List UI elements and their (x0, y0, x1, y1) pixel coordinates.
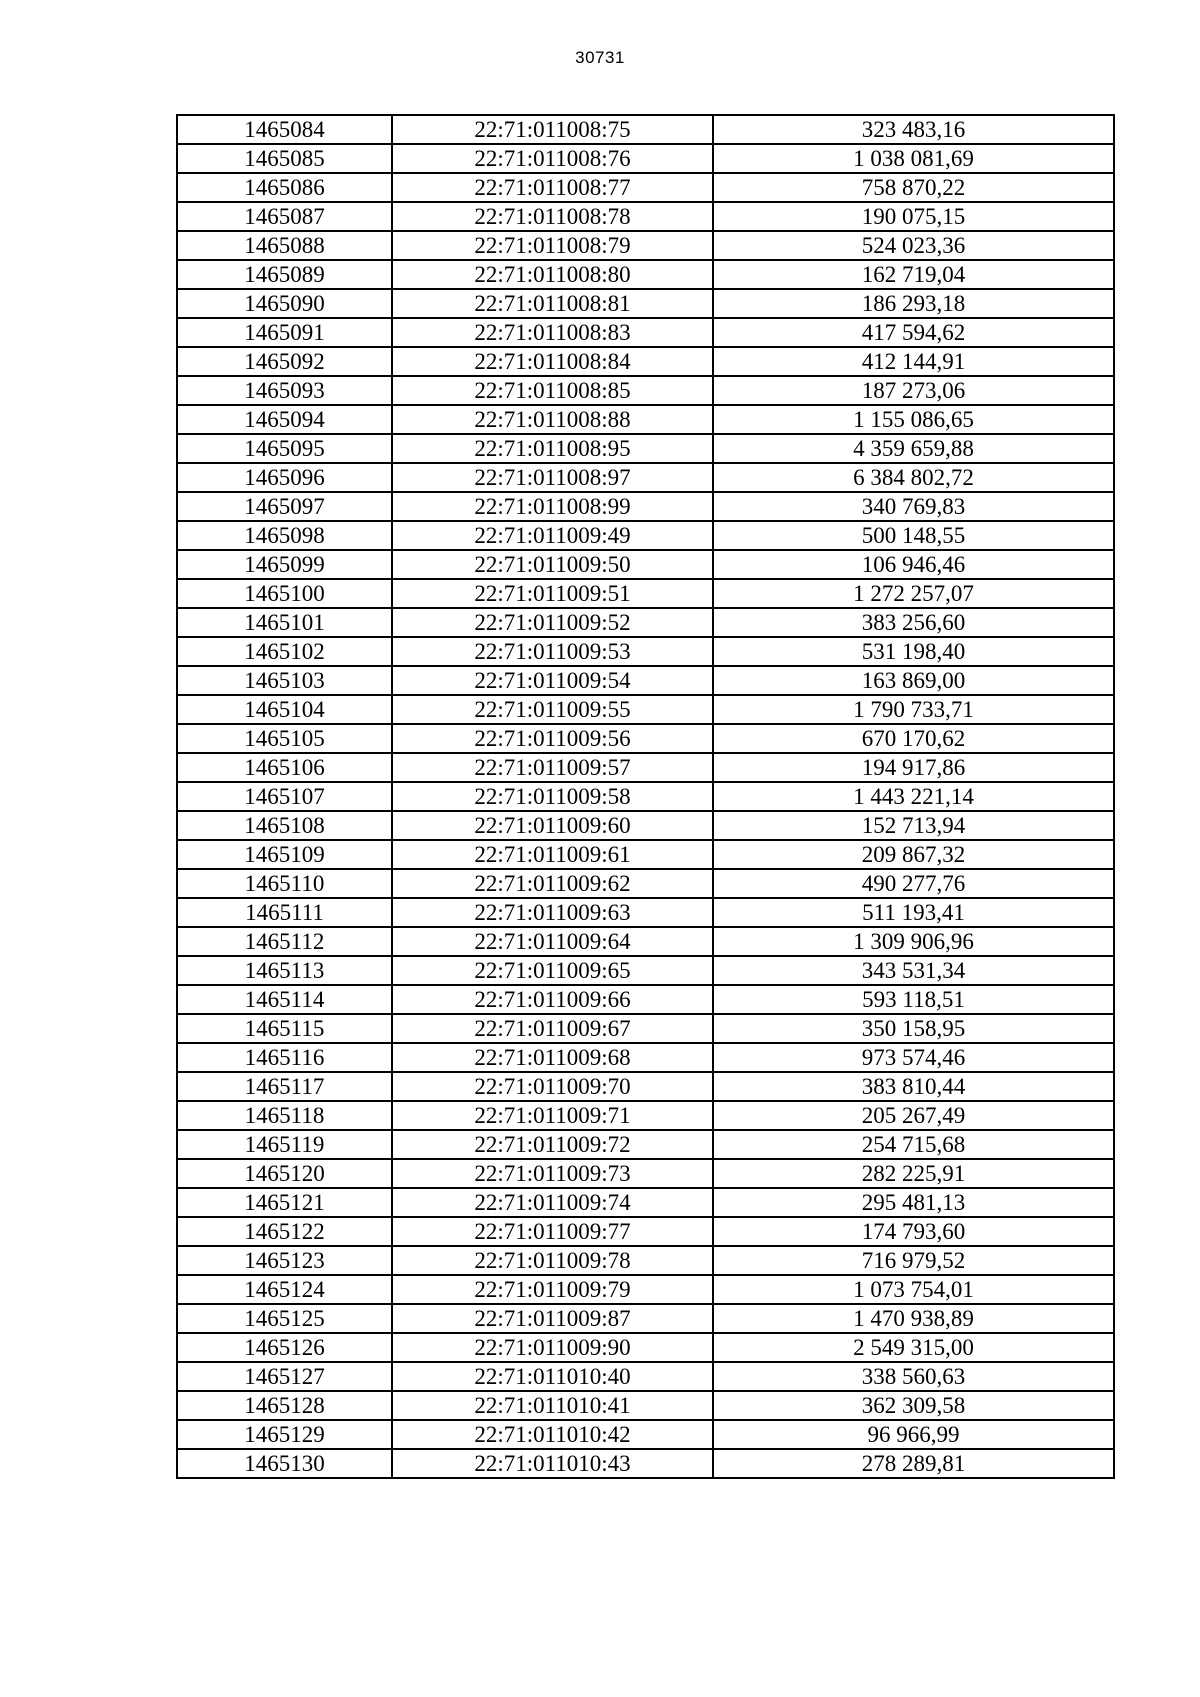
cadastral-number-cell: 22:71:011008:80 (392, 260, 713, 289)
cadastral-number-cell: 22:71:011009:77 (392, 1217, 713, 1246)
value-cell: 383 256,60 (713, 608, 1114, 637)
table-row (177, 869, 1114, 898)
cadastral-number-cell: 22:71:011008:75 (392, 115, 713, 144)
row-number-cell: 1465119 (177, 1130, 392, 1159)
value-cell: 163 869,00 (713, 666, 1114, 695)
table-row (177, 231, 1114, 260)
value-cell: 758 870,22 (713, 173, 1114, 202)
row-number-cell: 1465127 (177, 1362, 392, 1391)
cadastral-number-cell: 22:71:011009:64 (392, 927, 713, 956)
value-cell: 194 917,86 (713, 753, 1114, 782)
row-number-cell: 1465102 (177, 637, 392, 666)
cadastral-number-cell: 22:71:011009:63 (392, 898, 713, 927)
value-cell: 716 979,52 (713, 1246, 1114, 1275)
value-cell: 1 272 257,07 (713, 579, 1114, 608)
table-row (177, 1130, 1114, 1159)
table-row (177, 318, 1114, 347)
row-number-cell: 1465122 (177, 1217, 392, 1246)
table-row (177, 289, 1114, 318)
table-row (177, 579, 1114, 608)
row-number-cell: 1465121 (177, 1188, 392, 1217)
cadastral-number-cell: 22:71:011008:77 (392, 173, 713, 202)
cadastral-number-cell: 22:71:011009:79 (392, 1275, 713, 1304)
row-number-cell: 1465087 (177, 202, 392, 231)
row-number-cell: 1465126 (177, 1333, 392, 1362)
value-cell: 1 443 221,14 (713, 782, 1114, 811)
cadastral-number-cell: 22:71:011008:83 (392, 318, 713, 347)
table-row (177, 985, 1114, 1014)
row-number-cell: 1465085 (177, 144, 392, 173)
row-number-cell: 1465116 (177, 1043, 392, 1072)
cadastral-number-cell: 22:71:011008:84 (392, 347, 713, 376)
table-row (177, 1449, 1114, 1478)
row-number-cell: 1465117 (177, 1072, 392, 1101)
table-row (177, 1333, 1114, 1362)
row-number-cell: 1465123 (177, 1246, 392, 1275)
cadastral-number-cell: 22:71:011009:62 (392, 869, 713, 898)
value-cell: 254 715,68 (713, 1130, 1114, 1159)
row-number-cell: 1465094 (177, 405, 392, 434)
table-row (177, 144, 1114, 173)
row-number-cell: 1465084 (177, 115, 392, 144)
table-row (177, 173, 1114, 202)
value-cell: 531 198,40 (713, 637, 1114, 666)
value-cell: 190 075,15 (713, 202, 1114, 231)
value-cell: 6 384 802,72 (713, 463, 1114, 492)
table-row (177, 840, 1114, 869)
table-row (177, 434, 1114, 463)
value-cell: 500 148,55 (713, 521, 1114, 550)
row-number-cell: 1465106 (177, 753, 392, 782)
cadastral-number-cell: 22:71:011008:76 (392, 144, 713, 173)
row-number-cell: 1465091 (177, 318, 392, 347)
row-number-cell: 1465113 (177, 956, 392, 985)
row-number-cell: 1465090 (177, 289, 392, 318)
cadastral-number-cell: 22:71:011008:99 (392, 492, 713, 521)
value-cell: 278 289,81 (713, 1449, 1114, 1478)
row-number-cell: 1465109 (177, 840, 392, 869)
cadastral-number-cell: 22:71:011009:68 (392, 1043, 713, 1072)
table-row (177, 376, 1114, 405)
row-number-cell: 1465092 (177, 347, 392, 376)
table-row (177, 115, 1114, 144)
row-number-cell: 1465128 (177, 1391, 392, 1420)
cadastral-number-cell: 22:71:011009:71 (392, 1101, 713, 1130)
row-number-cell: 1465089 (177, 260, 392, 289)
row-number-cell: 1465088 (177, 231, 392, 260)
row-number-cell: 1465086 (177, 173, 392, 202)
table-row (177, 753, 1114, 782)
cadastral-number-cell: 22:71:011009:61 (392, 840, 713, 869)
table-row (177, 260, 1114, 289)
cadastral-number-cell: 22:71:011009:87 (392, 1304, 713, 1333)
cadastral-number-cell: 22:71:011009:66 (392, 985, 713, 1014)
row-number-cell: 1465097 (177, 492, 392, 521)
cadastral-number-cell: 22:71:011009:54 (392, 666, 713, 695)
cadastral-number-cell: 22:71:011010:40 (392, 1362, 713, 1391)
value-cell: 1 038 081,69 (713, 144, 1114, 173)
value-cell: 973 574,46 (713, 1043, 1114, 1072)
value-cell: 4 359 659,88 (713, 434, 1114, 463)
row-number-cell: 1465107 (177, 782, 392, 811)
table-row (177, 724, 1114, 753)
cadastral-number-cell: 22:71:011009:90 (392, 1333, 713, 1362)
cadastral-number-cell: 22:71:011009:49 (392, 521, 713, 550)
table-row (177, 463, 1114, 492)
cadastral-number-cell: 22:71:011008:78 (392, 202, 713, 231)
table-row (177, 1420, 1114, 1449)
row-number-cell: 1465115 (177, 1014, 392, 1043)
table-row (177, 1217, 1114, 1246)
table-row (177, 1275, 1114, 1304)
cadastral-number-cell: 22:71:011008:95 (392, 434, 713, 463)
value-cell: 1 073 754,01 (713, 1275, 1114, 1304)
data-table (176, 114, 1115, 1479)
value-cell: 295 481,13 (713, 1188, 1114, 1217)
value-cell: 1 470 938,89 (713, 1304, 1114, 1333)
cadastral-number-cell: 22:71:011008:85 (392, 376, 713, 405)
table-row (177, 782, 1114, 811)
row-number-cell: 1465124 (177, 1275, 392, 1304)
row-number-cell: 1465114 (177, 985, 392, 1014)
value-cell: 340 769,83 (713, 492, 1114, 521)
value-cell: 1 309 906,96 (713, 927, 1114, 956)
cadastral-number-cell: 22:71:011009:55 (392, 695, 713, 724)
value-cell: 174 793,60 (713, 1217, 1114, 1246)
table-row (177, 1101, 1114, 1130)
cadastral-number-cell: 22:71:011009:67 (392, 1014, 713, 1043)
cadastral-number-cell: 22:71:011009:51 (392, 579, 713, 608)
row-number-cell: 1465100 (177, 579, 392, 608)
value-cell: 205 267,49 (713, 1101, 1114, 1130)
cadastral-number-cell: 22:71:011008:79 (392, 231, 713, 260)
cadastral-number-cell: 22:71:011009:74 (392, 1188, 713, 1217)
value-cell: 343 531,34 (713, 956, 1114, 985)
table-row (177, 1391, 1114, 1420)
table-row (177, 1072, 1114, 1101)
table-row (177, 550, 1114, 579)
row-number-cell: 1465105 (177, 724, 392, 753)
cadastral-number-cell: 22:71:011009:50 (392, 550, 713, 579)
table-row (177, 666, 1114, 695)
row-number-cell: 1465098 (177, 521, 392, 550)
table-row (177, 811, 1114, 840)
value-cell: 96 966,99 (713, 1420, 1114, 1449)
value-cell: 2 549 315,00 (713, 1333, 1114, 1362)
page-number: 30731 (575, 48, 625, 67)
value-cell: 362 309,58 (713, 1391, 1114, 1420)
row-number-cell: 1465101 (177, 608, 392, 637)
value-cell: 417 594,62 (713, 318, 1114, 347)
table-row (177, 202, 1114, 231)
row-number-cell: 1465096 (177, 463, 392, 492)
cadastral-number-cell: 22:71:011010:43 (392, 1449, 713, 1478)
value-cell: 670 170,62 (713, 724, 1114, 753)
row-number-cell: 1465118 (177, 1101, 392, 1130)
table-body (177, 115, 1114, 1478)
cadastral-number-cell: 22:71:011010:42 (392, 1420, 713, 1449)
table-row (177, 927, 1114, 956)
row-number-cell: 1465125 (177, 1304, 392, 1333)
value-cell: 338 560,63 (713, 1362, 1114, 1391)
value-cell: 350 158,95 (713, 1014, 1114, 1043)
value-cell: 209 867,32 (713, 840, 1114, 869)
row-number-cell: 1465110 (177, 869, 392, 898)
cadastral-number-cell: 22:71:011009:56 (392, 724, 713, 753)
row-number-cell: 1465104 (177, 695, 392, 724)
row-number-cell: 1465099 (177, 550, 392, 579)
table-row (177, 1246, 1114, 1275)
table-row (177, 1362, 1114, 1391)
value-cell: 490 277,76 (713, 869, 1114, 898)
value-cell: 282 225,91 (713, 1159, 1114, 1188)
cadastral-number-cell: 22:71:011009:60 (392, 811, 713, 840)
value-cell: 186 293,18 (713, 289, 1114, 318)
table-row (177, 1159, 1114, 1188)
value-cell: 524 023,36 (713, 231, 1114, 260)
table-row (177, 1304, 1114, 1333)
row-number-cell: 1465111 (177, 898, 392, 927)
table-row (177, 492, 1114, 521)
table-row (177, 521, 1114, 550)
value-cell: 383 810,44 (713, 1072, 1114, 1101)
row-number-cell: 1465108 (177, 811, 392, 840)
table-row (177, 956, 1114, 985)
cadastral-number-cell: 22:71:011009:70 (392, 1072, 713, 1101)
table-row (177, 608, 1114, 637)
cadastral-number-cell: 22:71:011009:72 (392, 1130, 713, 1159)
cadastral-number-cell: 22:71:011008:97 (392, 463, 713, 492)
table-row (177, 1188, 1114, 1217)
cadastral-number-cell: 22:71:011009:58 (392, 782, 713, 811)
value-cell: 162 719,04 (713, 260, 1114, 289)
value-cell: 106 946,46 (713, 550, 1114, 579)
value-cell: 1 790 733,71 (713, 695, 1114, 724)
cadastral-number-cell: 22:71:011009:78 (392, 1246, 713, 1275)
cadastral-number-cell: 22:71:011009:53 (392, 637, 713, 666)
cadastral-number-cell: 22:71:011008:81 (392, 289, 713, 318)
row-number-cell: 1465129 (177, 1420, 392, 1449)
table-row (177, 637, 1114, 666)
cadastral-number-cell: 22:71:011008:88 (392, 405, 713, 434)
table-row (177, 405, 1114, 434)
table-row (177, 347, 1114, 376)
value-cell: 187 273,06 (713, 376, 1114, 405)
table-row (177, 1014, 1114, 1043)
cadastral-number-cell: 22:71:011010:41 (392, 1391, 713, 1420)
row-number-cell: 1465112 (177, 927, 392, 956)
table-row (177, 1043, 1114, 1072)
value-cell: 412 144,91 (713, 347, 1114, 376)
value-cell: 511 193,41 (713, 898, 1114, 927)
table-row (177, 695, 1114, 724)
row-number-cell: 1465130 (177, 1449, 392, 1478)
cadastral-number-cell: 22:71:011009:52 (392, 608, 713, 637)
value-cell: 1 155 086,65 (713, 405, 1114, 434)
row-number-cell: 1465103 (177, 666, 392, 695)
row-number-cell: 1465093 (177, 376, 392, 405)
cadastral-number-cell: 22:71:011009:73 (392, 1159, 713, 1188)
cadastral-number-cell: 22:71:011009:57 (392, 753, 713, 782)
cadastral-number-cell: 22:71:011009:65 (392, 956, 713, 985)
table-row (177, 898, 1114, 927)
value-cell: 152 713,94 (713, 811, 1114, 840)
value-cell: 593 118,51 (713, 985, 1114, 1014)
row-number-cell: 1465120 (177, 1159, 392, 1188)
value-cell: 323 483,16 (713, 115, 1114, 144)
row-number-cell: 1465095 (177, 434, 392, 463)
